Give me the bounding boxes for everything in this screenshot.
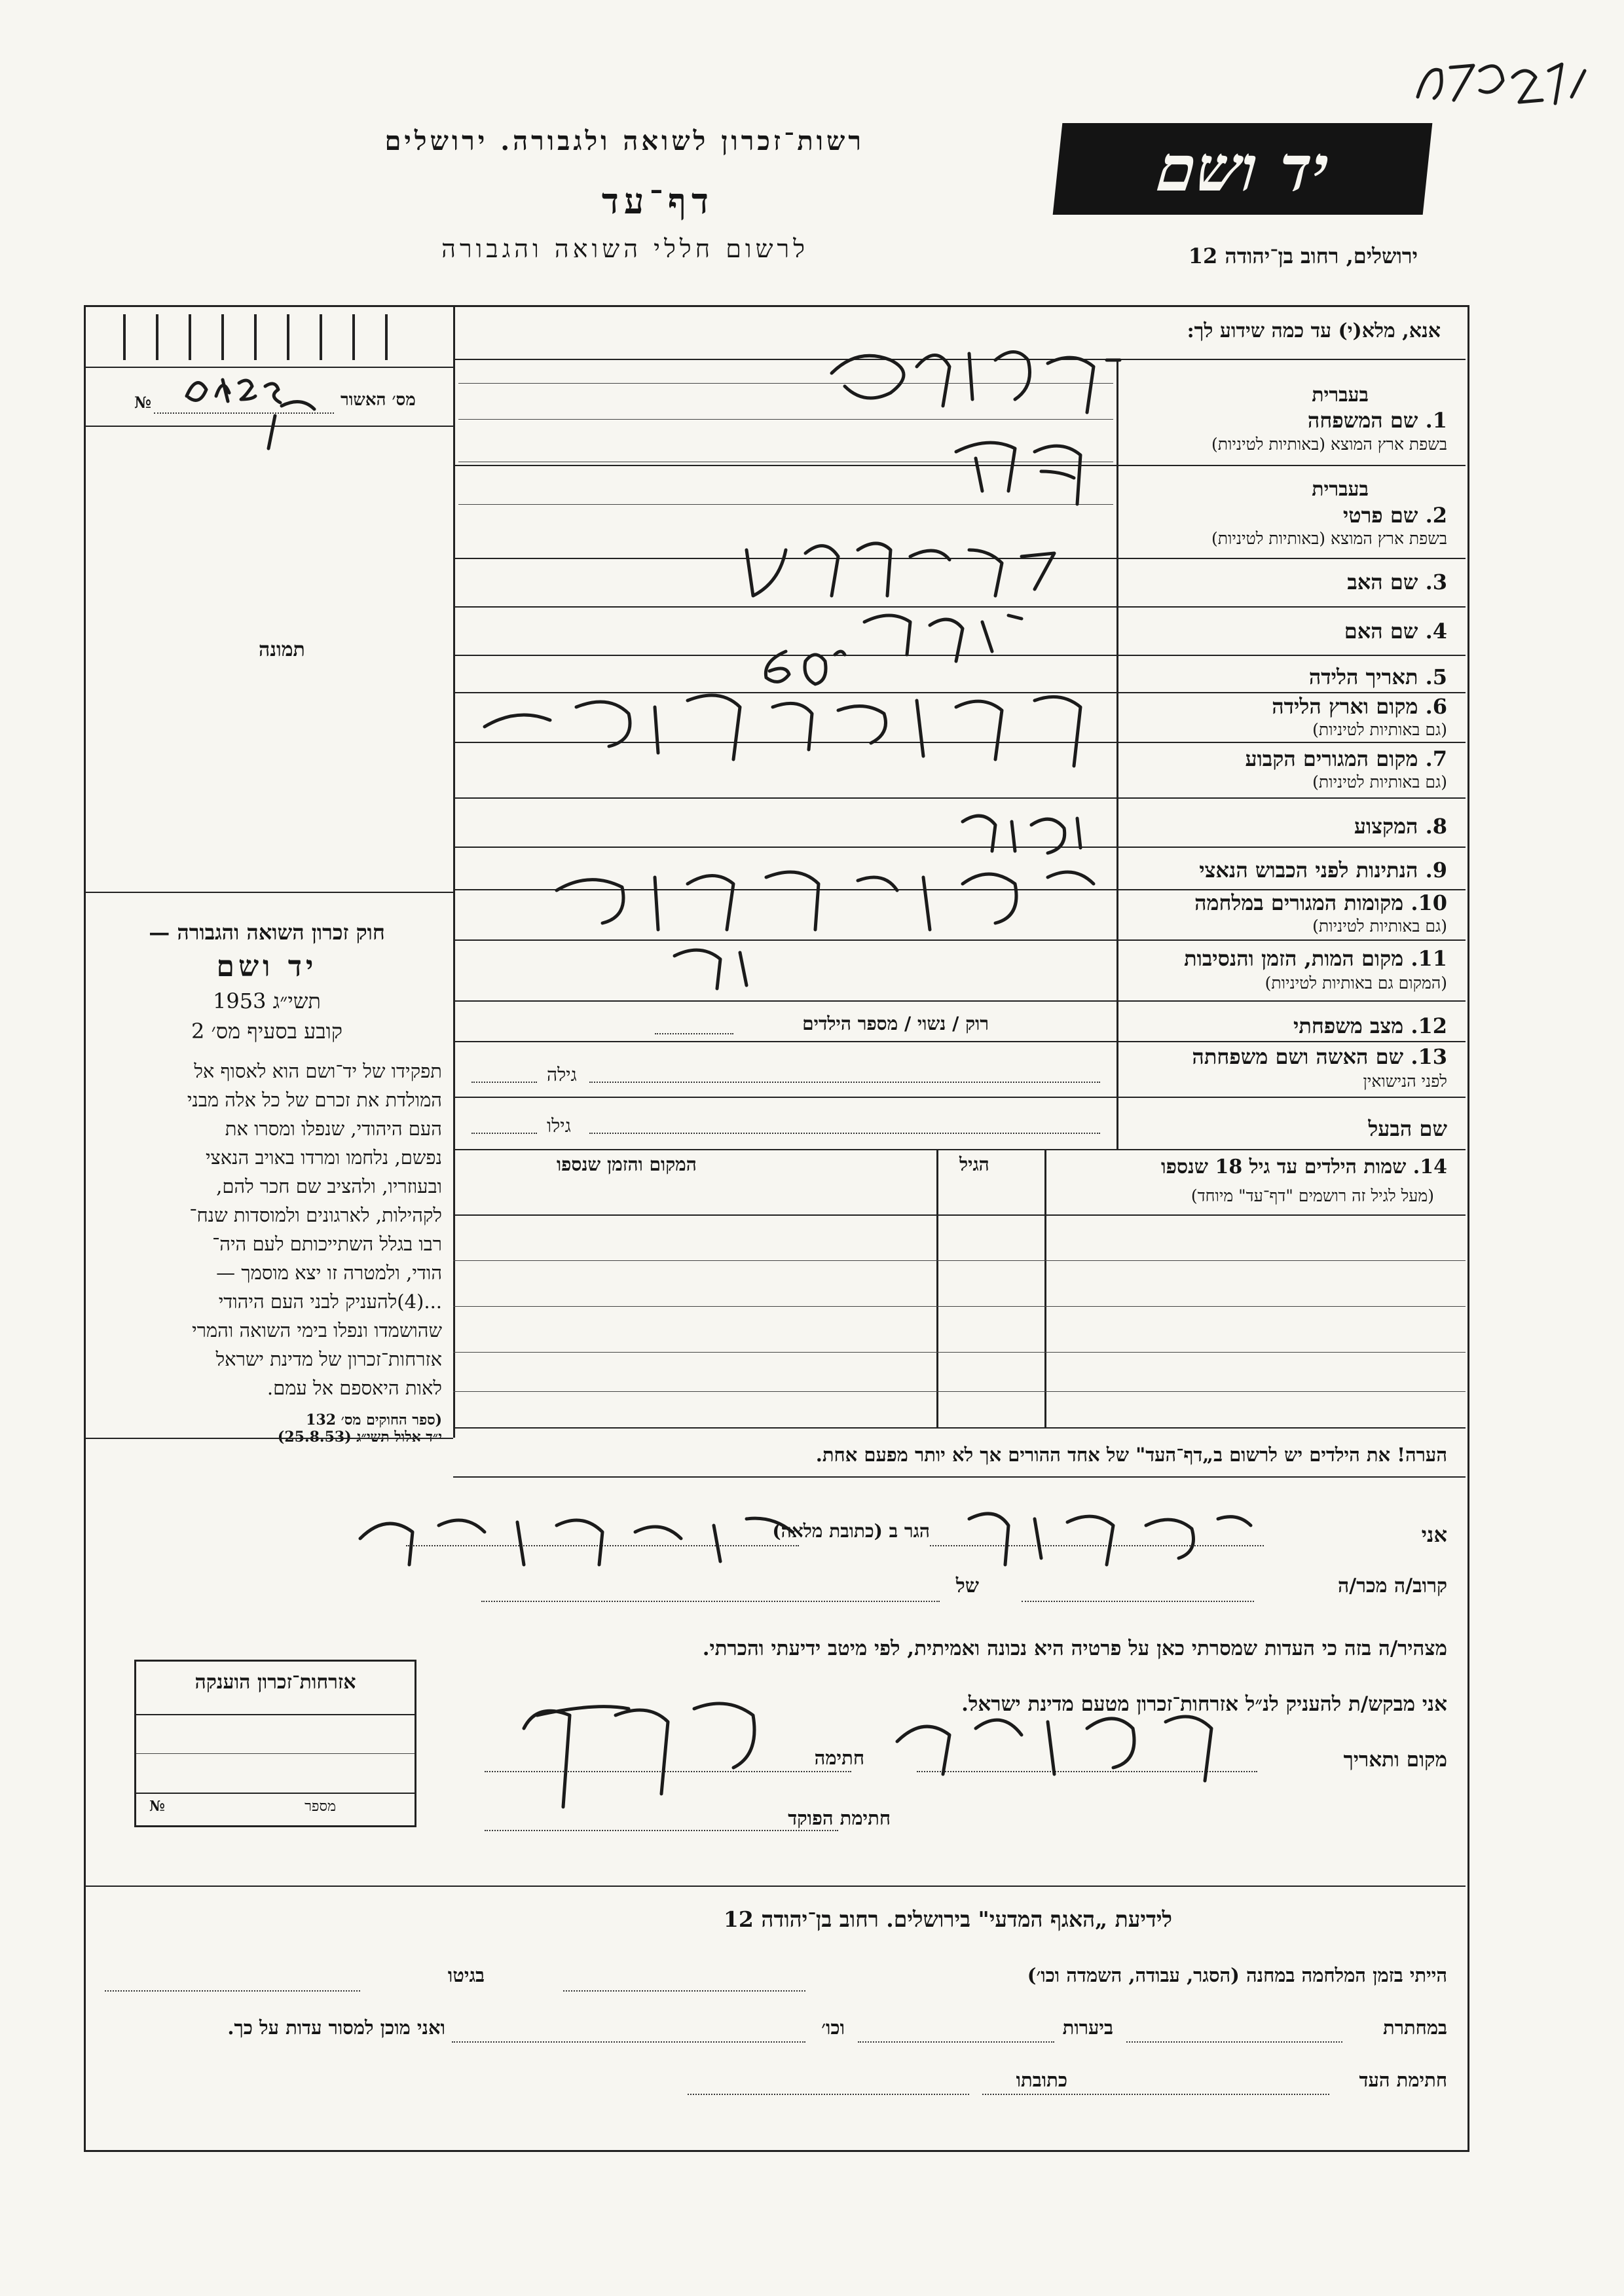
age-label: גילה bbox=[547, 1064, 577, 1085]
yad-vashem-logo: יד ושם bbox=[1053, 123, 1433, 215]
hebrew-label-2: בעברית bbox=[1312, 478, 1369, 501]
archive-number bbox=[1414, 51, 1591, 110]
law-block: חוק זכרון השואה והגבורה — יד ושם תשי״ג 1953 קובע בסעיף מס׳ 2 תפקידו של יד־ושם הוא לאסוף אל המולדת את זכרם של כל אלה מבני העם היהודי, שנפלו ומסרו את נפשם, נלחמו ומרדו באויב הנאצי ובעוזריו, ולהציב שם חכר להם, לקהילות, לארגונים ולמוסדות שנח־ רבו בגלל השתייכותם לעם היה־ הודי, ולמטרה זו יצא מוסמך — ...(4)להעניק לבני העם היהודי שהושמדו ונפלו בימי השואה והמרי אזרחות־זכרון של מדינת ישראל לאות היאספם אל עמם. (ספר החוקים מס׳ 132 י״ד אלול תשי״ג (25.8.53) bbox=[92, 920, 442, 1446]
handwritten-signature bbox=[498, 1676, 773, 1820]
handwritten-first-name bbox=[936, 432, 1107, 517]
age-label-2: גילו bbox=[547, 1115, 571, 1137]
hebrew-label-1: בעברית bbox=[1312, 384, 1369, 407]
approval-label: מס׳ האשור bbox=[341, 390, 416, 410]
field-8-label: 8. המקצוע bbox=[1354, 814, 1447, 839]
marital-options: רוק / נשוי / מספר הילדים bbox=[802, 1013, 989, 1034]
handwritten-father bbox=[727, 524, 1080, 609]
handwritten-surname bbox=[819, 334, 1133, 426]
col-age: הגיל bbox=[959, 1154, 989, 1175]
handwritten-place-date bbox=[877, 1689, 1244, 1794]
children-note: הערה! את הילדים יש לרשום ב„דף־העד" של אחד ההורים אך לא יותר מפעם אחת. bbox=[815, 1444, 1447, 1466]
footer-line2-d: ואני מוכן למסור עדות על כך. bbox=[227, 2016, 445, 2039]
law-line: העם היהודי, שנפלו ומסרו את bbox=[225, 1118, 442, 1140]
law-line: רבו בגלל השתייכותם לעם היה־ bbox=[212, 1233, 442, 1255]
photo-label: תמונה bbox=[259, 638, 305, 661]
field-6-label: 6. מקום וארץ הלידה bbox=[1272, 694, 1447, 719]
form-code-boxes bbox=[105, 308, 426, 367]
law-line: לאות היאספם אל עמם. bbox=[267, 1377, 442, 1399]
footer-line3-b: כתובתו bbox=[1016, 2069, 1067, 2091]
field-5-label: 5. תאריך הלידה bbox=[1308, 665, 1447, 689]
place-date-label: מקום ותאריך bbox=[1343, 1748, 1447, 1772]
field-7-label: 7. מקום המגורים הקבוע bbox=[1245, 746, 1447, 771]
law-line: ...(4)להעניק לבני העם היהודי bbox=[218, 1290, 442, 1313]
field-9-label: 9. הנתינות לפני הכבוש הנאצי bbox=[1199, 858, 1447, 883]
form-intro: אנא, מלא(י) עד כמה שידוע לך: bbox=[1187, 319, 1441, 342]
law-line: אזרחות־זכרון של מדינת ישראל bbox=[215, 1348, 442, 1370]
col-place-time: המקום והזמן שנספו bbox=[557, 1154, 697, 1175]
footer-line1-b: בגיטו bbox=[447, 1964, 485, 1986]
handwritten-war-place bbox=[530, 851, 1107, 949]
signature-label: חתימה bbox=[814, 1747, 864, 1769]
handwritten-witness-address bbox=[347, 1499, 805, 1571]
field-3-label: 3. שם האב bbox=[1347, 570, 1447, 594]
law-line: שהושמדו ונפלו בימי השואה והמרי bbox=[192, 1319, 442, 1341]
footer-title: לידיעת „האגף המדעי" בירושלים. רחוב בן־יהודה 12 bbox=[723, 1906, 1172, 1932]
law-line: תפקידו של יד־ושם הוא לאסוף אל bbox=[194, 1060, 442, 1082]
law-line: הודי, ולמטרה זו יצא מוסמך — bbox=[216, 1262, 442, 1284]
footer-line3-a: חתימת העד bbox=[1359, 2069, 1447, 2091]
residing-label: הגר ב (כתובת מלאה) bbox=[772, 1520, 930, 1542]
field-4-label: 4. שם האם bbox=[1344, 619, 1447, 644]
declaration-request: אני מבקש/ת להעניק לנ״ל אזרחות־זכרון מטעם מדינת ישראל. bbox=[961, 1692, 1447, 1716]
field-1-label: 1. שם המשפחה bbox=[1307, 408, 1447, 433]
relative-label: קרוב/ה מכר/ה bbox=[1338, 1575, 1447, 1597]
handwritten-witness-name bbox=[950, 1499, 1264, 1571]
header-address: ירושלים, רחוב בן־יהודה 12 bbox=[1188, 244, 1418, 268]
form-purpose: לרשום חללי השואה והגבורה bbox=[441, 234, 809, 263]
authority-name: רשות־זכרון לשואה ולגבורה. ירושלים bbox=[384, 126, 864, 156]
footer-line2-a: במחתרת bbox=[1383, 2016, 1447, 2039]
field-11-label: 11. מקום המות, הזמן והנסיבות bbox=[1184, 946, 1447, 971]
handwritten-death-place bbox=[655, 936, 786, 995]
footer-line2-c: וכו׳ bbox=[821, 2016, 845, 2039]
law-line: המולדת את זכרם של כל אלה מבני bbox=[187, 1089, 442, 1111]
declaration-i: אני bbox=[1421, 1522, 1447, 1547]
law-line: לקהילות, לארגונים ולמוסדות שנח־ bbox=[189, 1204, 442, 1226]
field-2-label: 2. שם פרטי bbox=[1342, 503, 1447, 528]
handwritten-mother bbox=[851, 602, 1048, 668]
field-12-label: 12. מצב משפחתי bbox=[1293, 1013, 1447, 1038]
handwritten-approval-number bbox=[183, 370, 327, 455]
law-line: נפשם, נלחמו ומרדו באויב הנאצי bbox=[205, 1146, 442, 1169]
certificate-box: אזרחות־זכרון הוענקה מספר № bbox=[134, 1660, 416, 1827]
field-13-label: 13. שם האשה ושם משפחתה bbox=[1192, 1044, 1447, 1069]
footer-line2-b: ביערות bbox=[1062, 2016, 1113, 2039]
official-signature-label: חתימת הפוקד bbox=[788, 1807, 891, 1829]
footer-line1-a: הייתי בזמן המלחמה במחנה (הסגר, עבודה, השמדה וכו׳) bbox=[1027, 1964, 1447, 1986]
of-label: של bbox=[955, 1575, 979, 1597]
law-line: ובעוזריו, ולהציב שם חכר להם, bbox=[216, 1175, 442, 1197]
children-title: 14. שמות הילדים עד גיל 18 שנספו bbox=[1160, 1156, 1447, 1178]
husband-label: שם הבעל bbox=[1368, 1116, 1447, 1141]
field-10-label: 10. מקומות המגורים במלחמה bbox=[1194, 890, 1447, 915]
approval-no-mark: № bbox=[134, 393, 152, 412]
declaration-statement: מצהיר/ה בזה כי העדות שמסרתי כאן על פרטיה היא נכונה ואמיתית, לפי מיטב ידיעתי והכרתי. bbox=[702, 1637, 1447, 1660]
handwritten-birth-place bbox=[458, 681, 1113, 779]
form-title: דף־עד bbox=[601, 180, 714, 222]
